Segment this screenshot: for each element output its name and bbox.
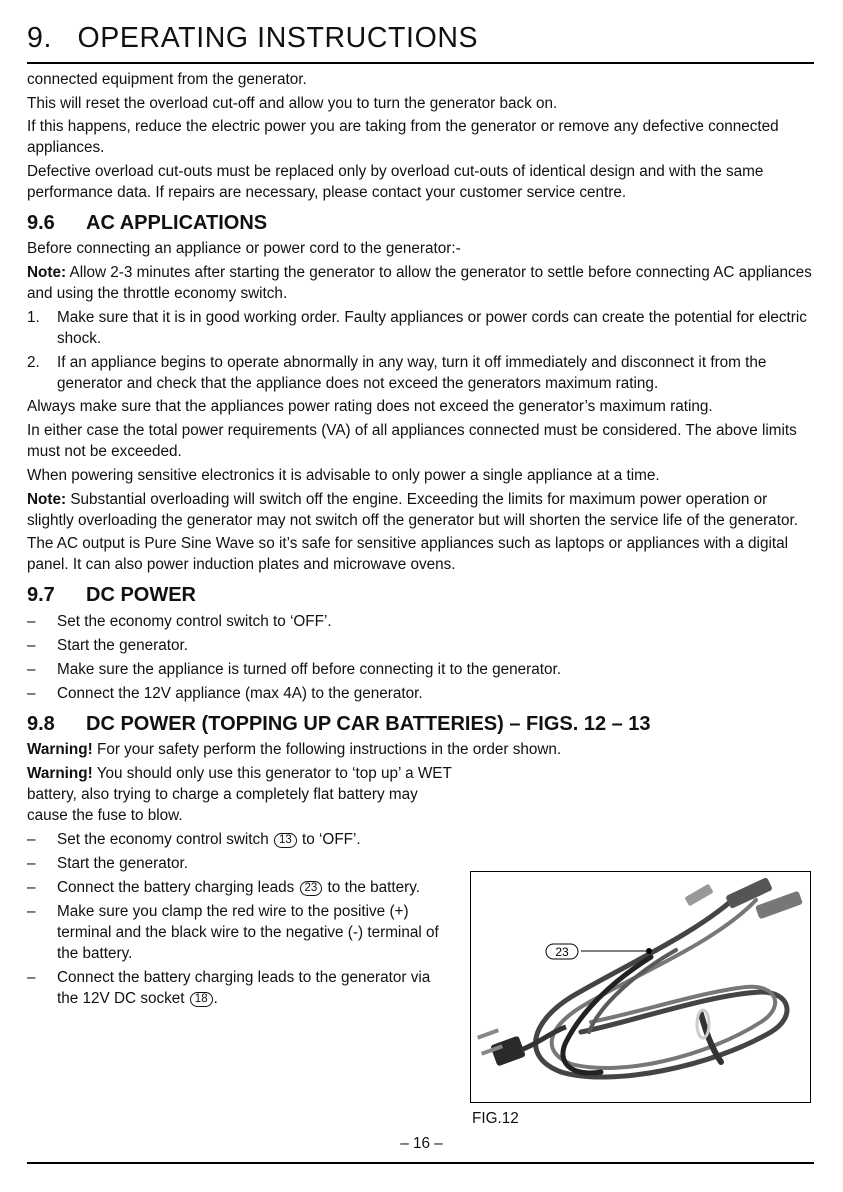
section-title: DC POWER [86, 584, 196, 607]
note-label: Note: [27, 490, 67, 508]
list-text: Make sure that it is in good working order. Faulty appliances or power cords can create the potential for electric shock. [57, 308, 807, 347]
ac-paragraph: Before connecting an appliance or power cord to the generator:- [27, 240, 461, 258]
section-heading-ac [27, 210, 817, 236]
dash-bullet: – [27, 661, 36, 679]
list-text: to ‘OFF’. [297, 830, 361, 848]
figure-callout-label: 23 [555, 945, 569, 959]
list-number: 2. [27, 353, 40, 371]
list-item [27, 853, 452, 874]
warning-text: You should only use this generator to ‘top up’ a WET battery, also trying to charge a completely flat battery may cause the fuse to blow. [27, 764, 452, 824]
dash-bullet: – [27, 613, 36, 631]
list-item [27, 901, 452, 964]
page-number: – 16 – [400, 1135, 443, 1152]
ac-paragraph: In either case the total power requirements (VA) of all appliances connected must be considered. The above limits must not be exceeded. [27, 422, 797, 461]
list-text: to the battery. [323, 878, 420, 896]
dash-bullet: – [27, 968, 36, 986]
intro-paragraph: If this happens, reduce the electric power you are taking from the generator or remove any defective connected appliances. [27, 118, 779, 157]
list-text: Connect the battery charging leads to the generator via the 12V DC socket [57, 968, 431, 1007]
list-text: Make sure you clamp the red wire to the positive (+) terminal and the black wire to the negative (-) terminal of the battery. [57, 902, 439, 962]
note-text: Substantial overloading will switch off the engine. Exceeding the limits for maximum power operation or slightly overloading the generator may not switch off the generator but will shorten the service life of the generator. [27, 490, 798, 529]
dash-bullet: – [27, 878, 36, 896]
part-ref-badge: 18 [190, 992, 213, 1007]
warning-paragraph [27, 763, 452, 826]
ac-paragraph: The AC output is Pure Sine Wave so it’s safe for sensitive appliances such as laptops or appliances with a digital panel. It can also power induction plates and microwave ovens. [27, 535, 789, 574]
list-item [27, 829, 452, 850]
list-text: If an appliance begins to operate abnormally in any way, turn it off immediately and disconnect it from the generator and check that the appliance does not exceed the generators maximum rating. [57, 353, 767, 392]
list-text: . [213, 989, 218, 1007]
list-item [27, 307, 817, 349]
ac-note [27, 262, 817, 304]
page-title: 9. OPERATING INSTRUCTIONS [27, 22, 479, 54]
part-ref-badge: 23 [300, 881, 323, 896]
list-text: Make sure the appliance is turned off before connecting it to the generator. [57, 661, 561, 679]
list-text: Connect the battery charging leads [57, 878, 299, 896]
dash-bullet: – [27, 830, 36, 848]
section-heading-dc [27, 582, 817, 608]
note-label: Note: [27, 263, 67, 281]
title-rule [27, 62, 814, 64]
list-item [27, 967, 452, 1009]
intro-paragraph: connected equipment from the generator. [27, 71, 307, 88]
warning-paragraph [27, 739, 817, 760]
note-text: Allow 2-3 minutes after starting the generator to allow the generator to settle before connecting AC appliances and using the throttle economy switch. [27, 263, 812, 302]
section-heading-car [27, 711, 817, 737]
dash-bullet: – [27, 685, 36, 703]
section-number: 9.6 [27, 212, 55, 235]
ac-note [27, 489, 817, 531]
section-number: 9.7 [27, 584, 55, 607]
list-number: 1. [27, 308, 40, 326]
warning-label: Warning! [27, 741, 93, 759]
dash-bullet: – [27, 637, 36, 655]
left-column [27, 763, 452, 1009]
list-text: Start the generator. [57, 637, 188, 655]
footer-rule [27, 1162, 814, 1164]
document-body [27, 69, 817, 1009]
figure-caption: FIG.12 [472, 1110, 519, 1127]
list-text: Set the economy control switch [57, 830, 273, 848]
list-item [27, 683, 817, 704]
dash-bullet: – [27, 902, 36, 920]
figure-frame [470, 871, 811, 1103]
dash-bullet: – [27, 854, 36, 872]
ac-paragraph: When powering sensitive electronics it is advisable to only power a single appliance at a time. [27, 466, 660, 484]
section-number: 9.8 [27, 713, 55, 736]
list-item [27, 611, 817, 632]
list-text: Set the economy control switch to ‘OFF’. [57, 613, 332, 631]
intro-paragraph: Defective overload cut-outs must be replaced only by overload cut-outs of identical design and with the same performance data. If repairs are necessary, please contact your customer service centre. [27, 163, 764, 202]
charging-leads-illustration [471, 872, 809, 1101]
section-title: AC APPLICATIONS [86, 212, 268, 235]
intro-paragraph: This will reset the overload cut-off and allow you to turn the generator back on. [27, 94, 558, 112]
ac-paragraph: Always make sure that the appliances power rating does not exceed the generator’s maximum rating. [27, 398, 713, 416]
warning-label: Warning! [27, 764, 93, 782]
list-item [27, 659, 817, 680]
warning-text: For your safety perform the following instructions in the order shown. [92, 741, 562, 759]
list-item [27, 635, 817, 656]
section-title: DC POWER (TOPPING UP CAR BATTERIES) – FIGS. 12 – 13 [86, 713, 651, 736]
list-text: Connect the 12V appliance (max 4A) to the generator. [57, 685, 423, 703]
list-item [27, 877, 452, 898]
part-ref-badge: 13 [274, 833, 297, 848]
list-text: Start the generator. [57, 854, 188, 872]
list-item [27, 352, 817, 394]
